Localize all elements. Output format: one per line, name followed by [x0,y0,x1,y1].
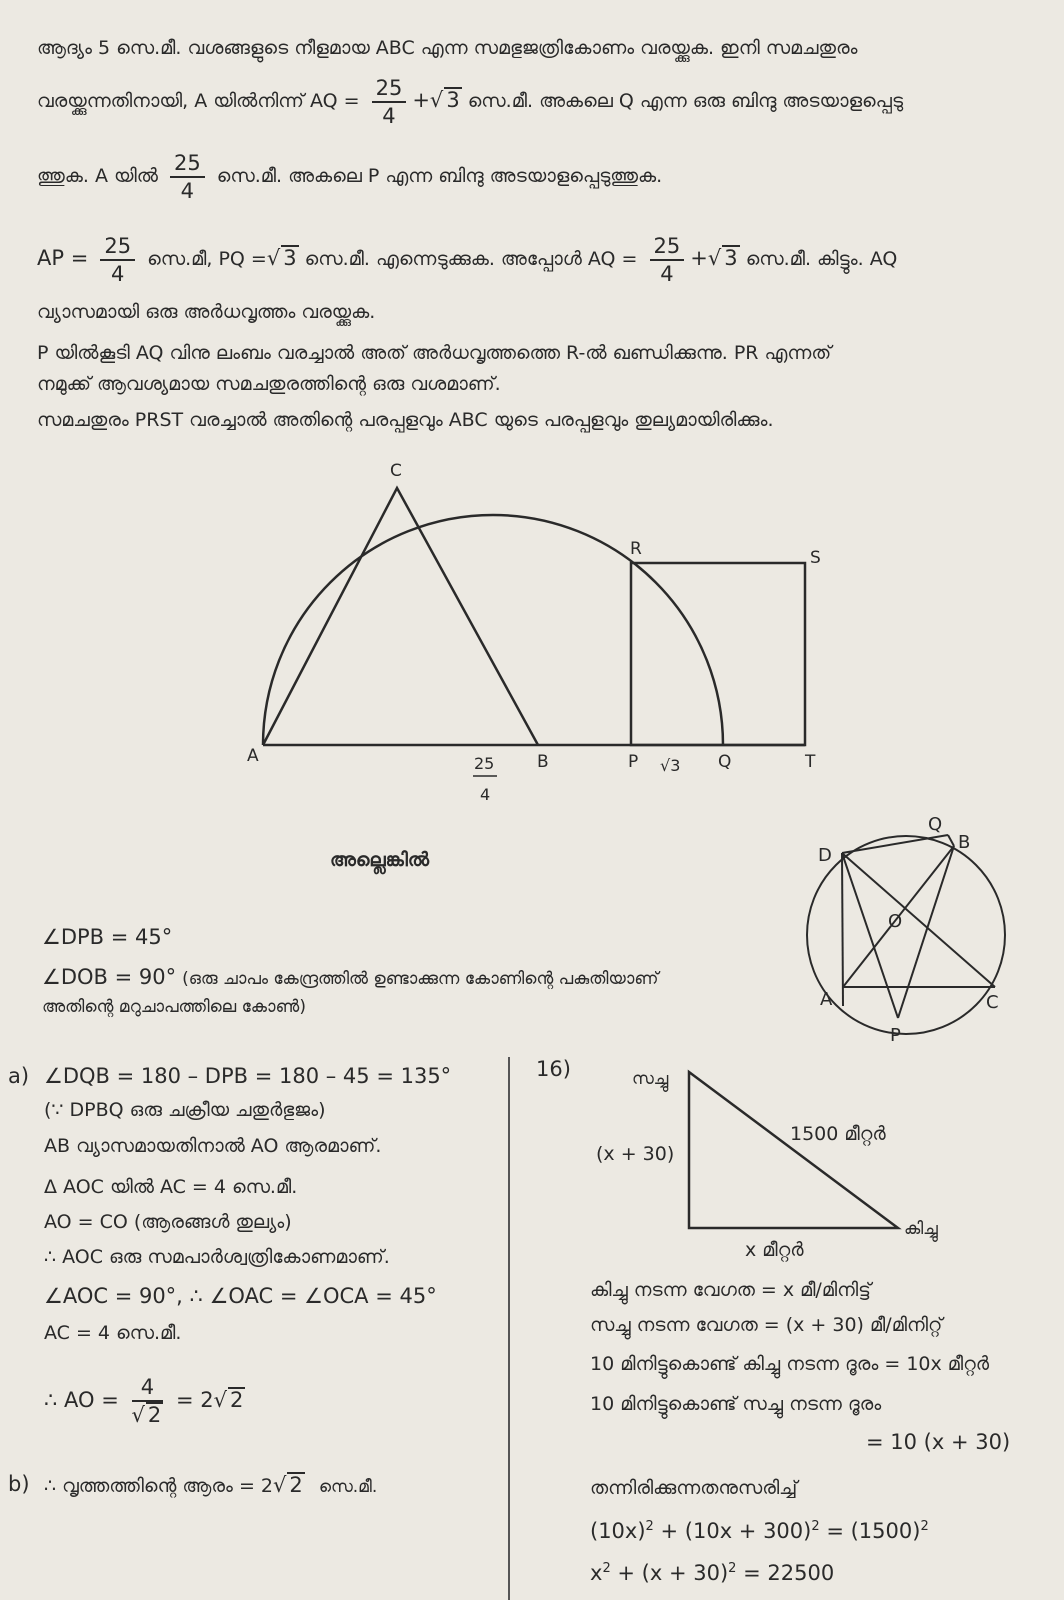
part-a-line-2: (∵ DPBQ ഒരു ചക്രീയ ചതുർഭുജം) [44,1099,326,1121]
part-a-marker: a) [8,1064,30,1088]
label-ab-den: 4 [480,785,491,804]
fraction-25-4: $\frac{25}{4}$ [650,233,685,287]
angle-dob-note-2: അതിന്റെ മറുചാപത്തിലെ കോൺ) [42,997,306,1017]
q16-line-3: 10 മിനിട്ടുകൊണ്ട് കിച്ചു നടന്ന ദൂരം = 10x മീറ്റർ [590,1353,990,1375]
root-3: 3 [446,88,460,112]
label-a: A [247,746,259,766]
ap-label: AP = [37,246,89,270]
part-a-line-6: ∴ AOC ഒരു സമപാർശ്വത്രികോണമാണ്. [44,1246,390,1268]
label-pq-root3: √3 [660,756,681,775]
sqrt-symbol: √ [707,246,722,270]
aq-label: സെ.മീ. എന്നെടുക്കുക. അപ്പോൾ AQ = [304,248,638,270]
label-c: C [390,461,402,481]
intro-line-4-end: സെ.മീ. കിട്ടും. AQ [745,248,898,270]
square-prst [631,563,805,745]
q16-line-8 [590,1557,834,1585]
part-b-unit: സെ.മീ. [318,1477,378,1497]
intro-line-8: സമചതുരം PRST വരച്ചാൽ അതിന്റെ പരപ്പളവും ABC യുടെ പരപ്പളവും തുല്യമായിരിക്കും. [37,409,774,431]
semicircle-aq [263,515,723,745]
chord-dq [842,835,948,853]
label-o2: O [888,911,903,932]
root-2: 2 [230,1388,244,1412]
part-a-line-3: AB വ്യാസമായതിനാൽ AO ആരമാണ്. [44,1135,382,1157]
q16-line-2: സച്ചു നടന്ന വേഗത = (x + 30) മീ/മിനിറ്റ് [590,1314,943,1336]
eq2-term2: + (x + 30) [617,1561,729,1585]
chord-da-left [842,853,843,1006]
angle-dob-note: (ഒരു ചാപം കേന്ദ്രത്തിൽ ഉണ്ടാക്കുന്ന കോണിന്റെ പകുതിയാണ് [182,969,659,989]
angle-dob-line [42,965,658,991]
label-s: S [810,548,821,568]
part-b-line [44,1472,377,1499]
circle-o [807,836,1005,1034]
q16-number: 16) [536,1057,571,1081]
eq1-rhs: = (1500) [826,1519,921,1543]
sqrt-symbol: √ [213,1388,228,1412]
intro-line-7: നമുക്ക് ആവശ്യമായ സമചതുരത്തിന്റെ ഒരു വശമാണ്. [37,373,501,395]
q16-line-4: 10 മിനിട്ടുകൊണ്ട് സച്ചു നടന്ന ദൂരം [590,1393,882,1415]
fraction-4-root2: $\frac{4}{√ 2}$ [131,1375,162,1427]
part-b-marker: b) [8,1472,30,1496]
square-exponent: 2 [728,1561,737,1576]
chord-bp [898,846,954,1018]
intro-line-1: ആദ്യം 5 സെ.മീ. വശങ്ങളുടെ നീളമായ ABC എന്ന സമഭുജത്രികോണം വരയ്ക്കുക. ഇനി സമചതുരം [37,37,858,59]
root-3: 3 [724,246,738,270]
label-q2: Q [928,814,943,835]
pq-label: സെ.മീ, PQ = [147,248,267,270]
part-b-text: ∴ വൃത്തത്തിന്റെ ആരം = 2 [44,1475,273,1497]
ao-result: = 2 [175,1388,214,1412]
square-exponent: 2 [645,1519,654,1534]
intro-line-3-post: സെ.മീ. അകലെ P എന്ന ബിന്ദു അടയാളപ്പെടുത്തുക. [216,165,663,187]
label-t: T [805,752,816,772]
part-a-line-7: ∠AOC = 90°, ∴ ∠OAC = ∠OCA = 45° [44,1284,437,1308]
root-3: 3 [283,246,297,270]
fraction-25-4: $\frac{25}{4}$ [100,233,135,287]
q16-line-7 [590,1515,929,1543]
part-a-line-5: AO = CO (ആരങ്ങൾ തുല്യം) [44,1211,292,1233]
label-b: B [537,752,549,772]
part-a-line-4: Δ AOC യിൽ AC = 4 സെ.മീ. [44,1176,298,1198]
right-triangle [689,1072,898,1228]
label-sachu: സച്ചു [632,1069,669,1089]
alternative-heading: അല്ലെങ്കിൽ [330,849,430,871]
eq2-rhs: = 22500 [743,1561,835,1585]
part-a-line-1: ∠DQB = 180 – DPB = 180 – 45 = 135° [44,1064,452,1088]
label-r: R [630,539,642,559]
label-hypotenuse: 1500 മീറ്റർ [790,1123,886,1145]
chord-qb [948,835,954,846]
q16-line-5: = 10 (x + 30) [866,1430,1011,1454]
sqrt-symbol: √ [429,88,444,112]
circle-figure [800,805,1030,1060]
eq1-term2: + (10x + 300) [660,1519,812,1543]
label-q: Q [718,752,732,772]
column-divider [508,1057,510,1600]
right-triangle-figure [590,1062,970,1262]
part-a-line-8: AC = 4 സെ.മീ. [44,1322,182,1344]
eq1-term1: (10x) [590,1519,646,1543]
intro-line-6: P യിൽകൂടി AQ വിനു ലംബം വരച്ചാൽ അത് അർധവൃത്തത്തെ R-ൽ ഖണ്ഡിക്കുന്നു. PR എന്നത് [37,342,832,364]
label-base: x മീറ്റർ [745,1239,804,1261]
fraction-25-4: $\frac{25}{4}$ [170,150,205,204]
label-b2: B [958,832,971,853]
root-2: 2 [289,1473,303,1497]
ao-label: ∴ AO = [44,1388,119,1412]
intro-line-2-pre: വരയ്ക്കുന്നതിനായി, A യിൽനിന്ന് AQ = [37,90,360,112]
plus-sign: + [690,246,708,270]
square-exponent: 2 [811,1519,820,1534]
label-ab-num: 25 [474,754,495,773]
label-a2: A [820,989,833,1010]
label-d2: D [818,845,832,866]
intro-line-3-pre: ത്തുക. A യിൽ [37,165,158,187]
label-p2: P [890,1025,901,1046]
square-exponent: 2 [602,1561,611,1576]
label-p: P [628,752,639,772]
label-vertical: (x + 30) [596,1143,675,1165]
q16-line-6: തന്നിരിക്കുന്നതനുസരിച്ച് [590,1477,798,1499]
plus-sign: + [412,88,430,112]
angle-dob: ∠DOB = 90° [42,965,177,989]
eq2-term1: x [590,1561,603,1585]
label-c2: C [986,992,999,1013]
sqrt-symbol: √ [273,1473,287,1497]
label-kichu: കിച്ചു [904,1219,938,1239]
angle-dpb: ∠DPB = 45° [42,925,173,949]
sqrt-symbol: √ [266,246,281,270]
triangle-abc [263,488,538,745]
intro-line-2-post: സെ.മീ. അകലെ Q എന്ന ഒരു ബിന്ദു അടയാളപ്പെടു [467,90,904,112]
intro-line-5: വ്യാസമായി ഒരു അർധവൃത്തം വരയ്ക്കുക. [37,301,376,323]
square-exponent: 2 [920,1519,929,1534]
part-a-line-9 [44,1372,245,1428]
fraction-25-4: $\frac{25}{4}$ [372,75,407,129]
q16-line-1: കിച്ചു നടന്ന വേഗത = x മീ/മിനിട്ട് [590,1279,871,1301]
